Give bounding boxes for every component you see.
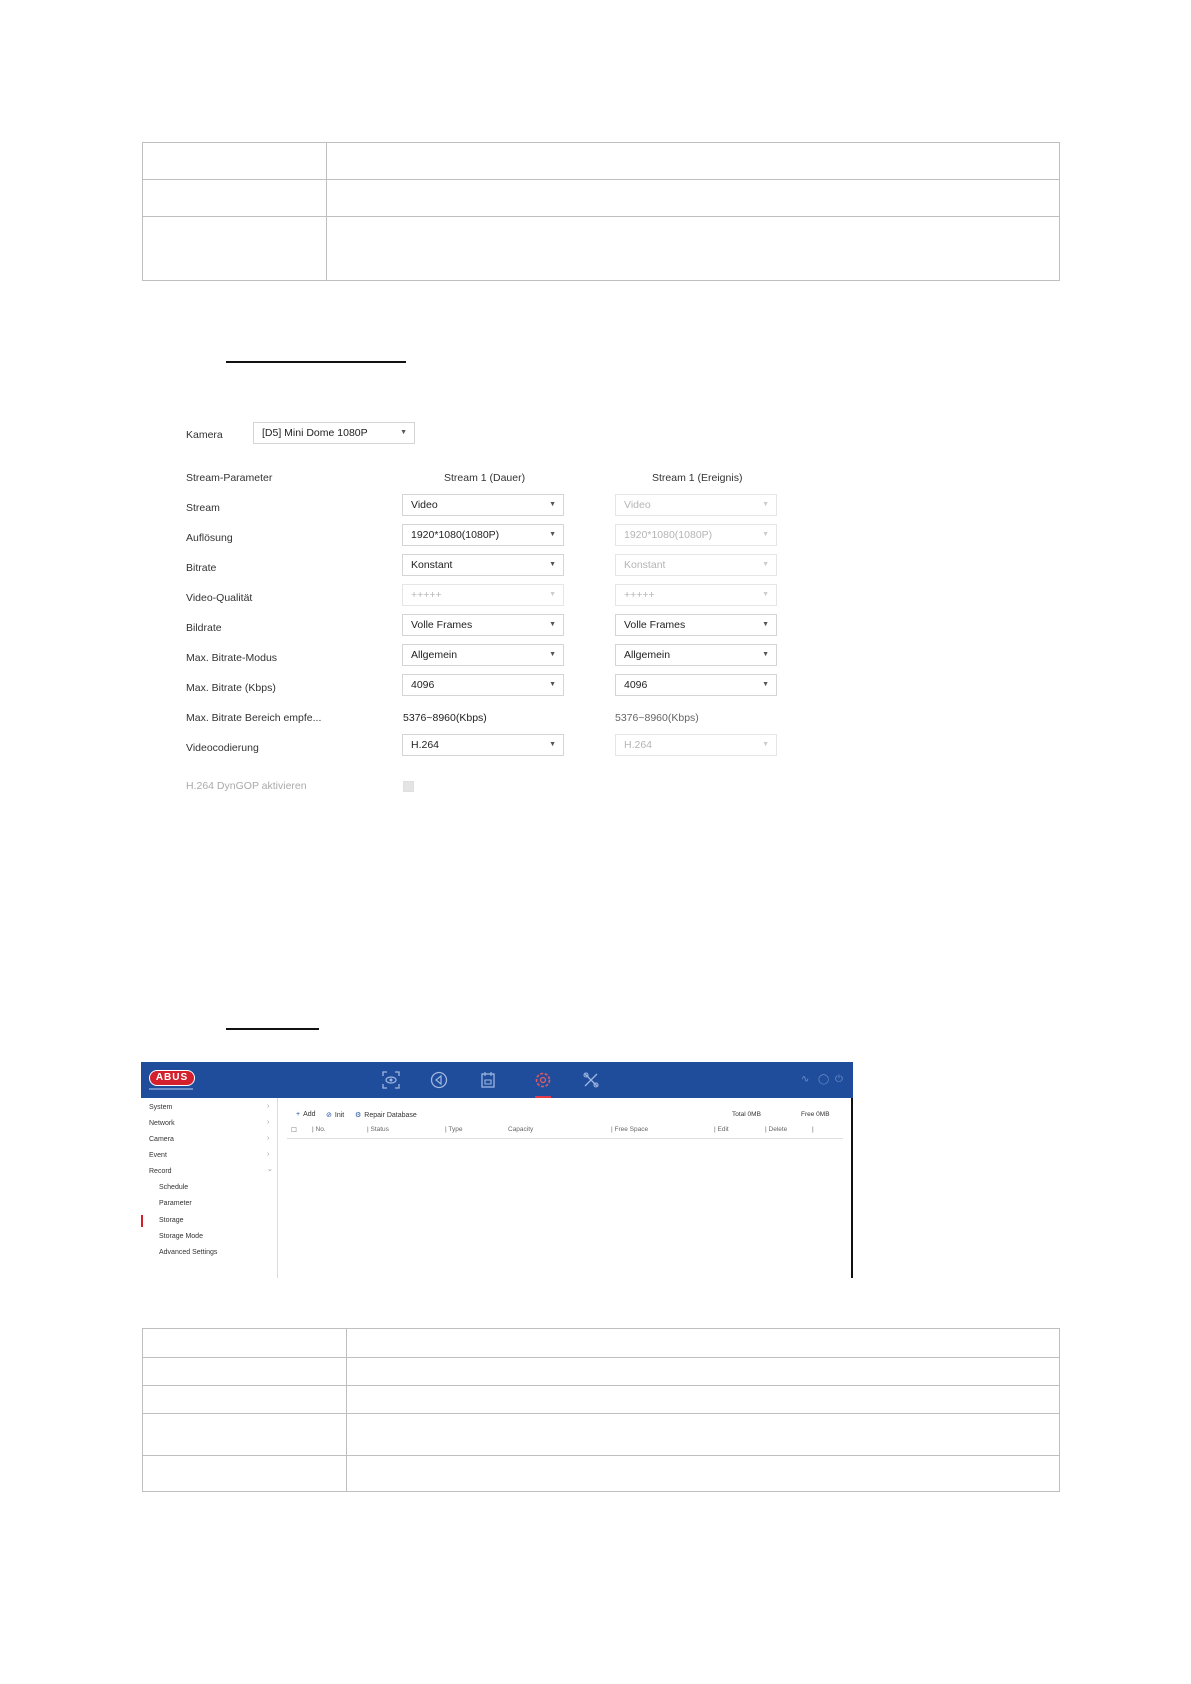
stream-value-event: Video <box>624 499 651 511</box>
chevron-down-icon: ▼ <box>762 501 769 508</box>
row-label-video-encoding: Videocodierung <box>186 742 259 754</box>
framerate-value-main: Volle Frames <box>411 619 473 631</box>
chevron-down-icon: ▼ <box>762 651 769 658</box>
wave-icon[interactable]: ∿ <box>801 1074 810 1085</box>
active-item-marker <box>141 1215 143 1227</box>
chevron-right-icon: › <box>267 1103 270 1110</box>
section-heading-underline-2 <box>226 1028 319 1030</box>
encoding-select-main[interactable] <box>402 734 564 756</box>
dyngop-checkbox[interactable] <box>403 781 414 792</box>
camera-label: Kamera <box>186 429 223 441</box>
stream-value-main: Video <box>411 499 438 511</box>
bitrate-range-event: 5376~8960(Kbps) <box>615 712 699 724</box>
chevron-down-icon: ▼ <box>762 741 769 748</box>
chevron-down-icon: ▼ <box>762 621 769 628</box>
max-bitrate-select-event[interactable] <box>615 674 777 696</box>
row-label-max-bitrate-mode: Max. Bitrate-Modus <box>186 652 278 664</box>
bell-icon[interactable]: ◯ <box>818 1074 830 1085</box>
max-bitrate-mode-select-main[interactable] <box>402 644 564 666</box>
col-end-divider: | <box>812 1126 814 1133</box>
camera-select-value: [D5] Mini Dome 1080P <box>262 427 368 439</box>
col-capacity-label: Capacity <box>508 1126 534 1133</box>
select-all-checkbox[interactable]: ☐ <box>291 1127 297 1134</box>
repair-icon: ⚙ <box>355 1112 362 1119</box>
row-label-max-bitrate: Max. Bitrate (Kbps) <box>186 682 276 694</box>
playback-icon[interactable] <box>430 1071 448 1089</box>
sidebar-item-advanced-settings[interactable]: Advanced Settings <box>159 1249 218 1256</box>
quality-select-event <box>615 584 777 606</box>
sidebar-item-record[interactable]: Record <box>149 1168 172 1175</box>
info-table-bottom <box>142 1328 1060 1492</box>
col-free-space-label: Free Space <box>614 1126 649 1133</box>
info-table-top <box>142 142 1060 281</box>
file-icon[interactable] <box>479 1071 497 1089</box>
framerate-select-main[interactable] <box>402 614 564 636</box>
chevron-down-icon: ▼ <box>762 681 769 688</box>
resolution-value-main: 1920*1080(1080P) <box>411 529 500 541</box>
quality-value-event: +++++ <box>624 589 655 601</box>
max-bitrate-select-main[interactable] <box>402 674 564 696</box>
bitrate-value-event: Konstant <box>624 559 666 571</box>
window-edge <box>851 1098 853 1278</box>
chevron-down-icon: ⌄ <box>267 1166 273 1173</box>
total-capacity: Total 0MB <box>732 1111 761 1118</box>
stream-select-main[interactable] <box>402 494 564 516</box>
encoding-select-event <box>615 734 777 756</box>
col1-header: Stream 1 (Dauer) <box>444 472 526 484</box>
max-bitrate-value-main: 4096 <box>411 679 435 691</box>
chevron-down-icon: ▼ <box>549 591 556 598</box>
stream-parameters-screenshot <box>141 415 821 815</box>
settings-icon[interactable] <box>534 1071 552 1089</box>
power-icon[interactable]: ⏻ <box>835 1074 843 1085</box>
chevron-right-icon: › <box>267 1135 270 1142</box>
col-delete-label: Delete <box>768 1126 788 1133</box>
sidebar-item-camera[interactable]: Camera <box>149 1136 174 1143</box>
repair-label: Repair Database <box>364 1112 417 1119</box>
col-delete: | Delete <box>765 1126 788 1133</box>
chevron-down-icon: ▼ <box>549 561 556 568</box>
repair-database-button[interactable] <box>355 1111 417 1119</box>
sidebar-item-system[interactable]: System <box>149 1104 173 1111</box>
framerate-select-event[interactable] <box>615 614 777 636</box>
col-no: | No. <box>312 1126 326 1133</box>
col-type: | Type <box>445 1126 463 1133</box>
chevron-down-icon: ▼ <box>400 429 407 436</box>
top-bar <box>141 1062 853 1098</box>
maintenance-icon[interactable] <box>582 1071 600 1089</box>
encoding-value-main: H.264 <box>411 739 440 751</box>
sidebar <box>141 1098 278 1278</box>
chevron-down-icon: ▼ <box>549 501 556 508</box>
init-label: Init <box>334 1112 345 1119</box>
framerate-value-event: Volle Frames <box>624 619 686 631</box>
stream-select-event <box>615 494 777 516</box>
active-tab-indicator <box>535 1096 551 1098</box>
max-bitrate-mode-value-event: Allgemein <box>624 649 671 661</box>
row-label-stream: Stream <box>186 502 220 514</box>
sidebar-item-network[interactable]: Network <box>149 1120 175 1127</box>
dyngop-label: H.264 DynGOP aktivieren <box>186 780 307 792</box>
storage-screenshot <box>141 1062 853 1278</box>
quality-value-main: +++++ <box>411 589 442 601</box>
add-label: Add <box>303 1111 316 1118</box>
bitrate-value-main: Konstant <box>411 559 453 571</box>
row-label-resolution: Auflösung <box>186 532 233 544</box>
logo-tagline <box>149 1088 193 1090</box>
bitrate-range-main: 5376~8960(Kbps) <box>403 712 487 724</box>
init-icon: ⊘ <box>326 1112 332 1119</box>
plus-icon: + <box>296 1111 301 1118</box>
camera-select[interactable] <box>253 422 415 444</box>
max-bitrate-mode-value-main: Allgemein <box>411 649 458 661</box>
row-label-bitrate-range: Max. Bitrate Bereich empfe... <box>186 712 322 724</box>
resolution-select-event <box>615 524 777 546</box>
chevron-down-icon: ▼ <box>549 651 556 658</box>
col-status: | Status <box>367 1126 389 1133</box>
bitrate-select-main[interactable] <box>402 554 564 576</box>
chevron-down-icon: ▼ <box>549 621 556 628</box>
add-button[interactable] <box>296 1111 316 1118</box>
chevron-down-icon: ▼ <box>549 681 556 688</box>
max-bitrate-value-event: 4096 <box>624 679 648 691</box>
section-heading-underline <box>226 361 406 363</box>
chevron-down-icon: ▼ <box>762 591 769 598</box>
sidebar-item-storage-mode[interactable]: Storage Mode <box>159 1233 203 1240</box>
col-type-label: Type <box>448 1126 463 1133</box>
max-bitrate-mode-select-event[interactable] <box>615 644 777 666</box>
row-label-framerate: Bildrate <box>186 622 222 634</box>
sidebar-item-storage[interactable]: Storage <box>159 1217 184 1224</box>
chevron-down-icon: ▼ <box>762 531 769 538</box>
resolution-select-main[interactable] <box>402 524 564 546</box>
table-header-divider <box>287 1138 843 1139</box>
chevron-down-icon: ▼ <box>549 531 556 538</box>
col-no-label: No. <box>315 1126 326 1133</box>
col-edit: | Edit <box>714 1126 729 1133</box>
col-capacity <box>508 1126 533 1133</box>
col-status-label: Status <box>370 1126 389 1133</box>
init-button[interactable] <box>326 1111 344 1119</box>
abus-logo: ABUS <box>149 1070 195 1086</box>
chevron-down-icon: ▼ <box>549 741 556 748</box>
encoding-value-event: H.264 <box>624 739 653 751</box>
col2-header: Stream 1 (Ereignis) <box>652 472 743 484</box>
sidebar-item-event[interactable]: Event <box>149 1152 167 1159</box>
row-label-video-quality: Video-Qualität <box>186 592 253 604</box>
quality-select-main <box>402 584 564 606</box>
row-label-bitrate: Bitrate <box>186 562 217 574</box>
chevron-down-icon: ▼ <box>762 561 769 568</box>
resolution-value-event: 1920*1080(1080P) <box>624 529 713 541</box>
live-view-icon[interactable] <box>382 1071 400 1089</box>
chevron-right-icon: › <box>267 1151 270 1158</box>
col-edit-label: Edit <box>717 1126 729 1133</box>
free-capacity: Free 0MB <box>801 1111 830 1118</box>
chevron-right-icon: › <box>267 1119 270 1126</box>
sidebar-item-schedule[interactable]: Schedule <box>159 1184 189 1191</box>
stream-params-label: Stream-Parameter <box>186 472 273 484</box>
sidebar-item-parameter[interactable]: Parameter <box>159 1200 192 1207</box>
col-free-space: | Free Space <box>611 1126 649 1133</box>
bitrate-select-event <box>615 554 777 576</box>
